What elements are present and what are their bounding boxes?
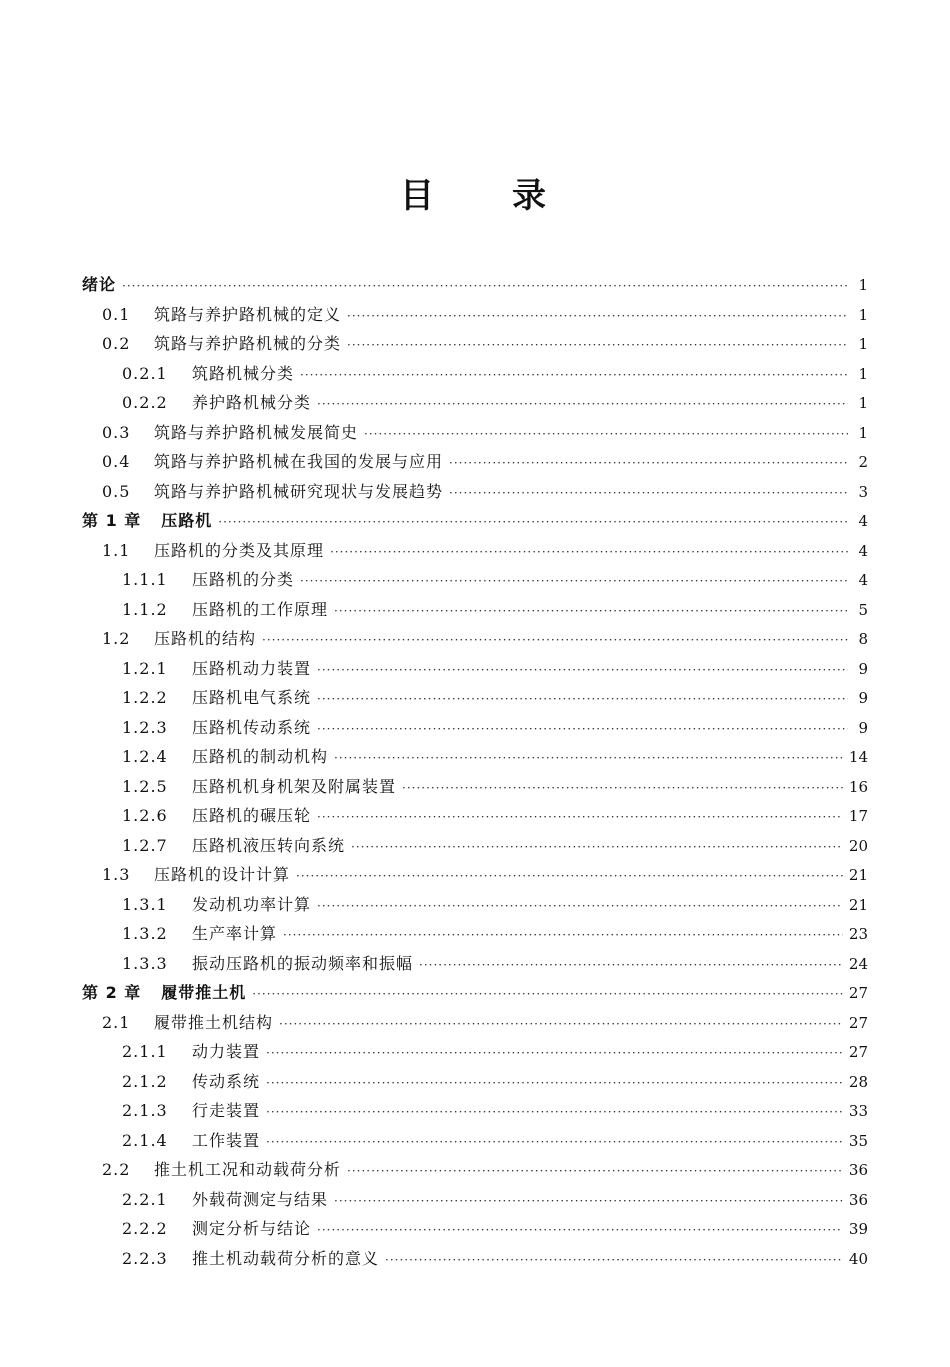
toc-entry-number: 0.5	[102, 481, 131, 501]
toc-entry-page: 2	[858, 453, 868, 471]
toc-entry-title: 压路机液压转向系统	[192, 835, 346, 855]
toc-leader-dots	[317, 900, 843, 912]
toc-entry-page: 1	[858, 276, 868, 294]
toc-entry-page: 33	[848, 1102, 868, 1120]
title-char-1: 目	[400, 176, 434, 216]
toc-entry-number: 0.2	[102, 334, 131, 353]
toc-entry-number: 1.1.2	[122, 599, 168, 619]
toc-leader-dots	[364, 428, 848, 440]
toc-leader-dots	[266, 1077, 843, 1089]
toc-entry-title: 压路机的碾压轮	[192, 806, 312, 825]
toc-entry-number: 第 2 章	[82, 983, 142, 1002]
toc-entry-number: 1.1	[102, 540, 131, 560]
toc-entry-title: 养护路机械分类	[192, 393, 312, 412]
toc-leader-dots	[449, 487, 848, 499]
toc-entry-title: 压路机的工作原理	[192, 599, 329, 619]
toc-leader-dots	[296, 870, 843, 882]
toc-entry-number: 0.4	[102, 452, 131, 471]
toc-entry-number: 1.2	[102, 629, 131, 648]
toc-entry[interactable]	[82, 479, 868, 509]
toc-entry-title: 传动系统	[192, 1071, 261, 1091]
toc-entry-page: 27	[848, 984, 868, 1002]
toc-entry-title: 外载荷测定与结果	[192, 1189, 329, 1209]
toc-entry[interactable]	[82, 626, 868, 656]
toc-entry-page: 4	[858, 512, 868, 530]
toc-entry-page: 28	[848, 1072, 868, 1091]
toc-leader-dots	[385, 1254, 843, 1266]
toc-entry-page: 27	[848, 1013, 868, 1032]
toc-leader-dots	[300, 575, 848, 587]
toc-entry-title: 生产率计算	[192, 924, 278, 943]
toc-entry[interactable]	[82, 803, 868, 833]
toc-entry-number: 1.3	[102, 865, 131, 884]
toc-entry-title: 行走装置	[192, 1101, 261, 1120]
toc-entry[interactable]	[82, 921, 868, 951]
toc-leader-dots	[419, 959, 843, 971]
toc-entry-page: 36	[848, 1161, 868, 1179]
toc-entry-page: 35	[848, 1131, 868, 1150]
toc-entry-number: 1.2.1	[122, 658, 168, 678]
toc-entry[interactable]	[82, 656, 868, 686]
toc-entry-page: 27	[848, 1043, 868, 1061]
toc-entry-title: 压路机的分类	[192, 570, 295, 589]
toc-entry-page: 9	[858, 689, 868, 707]
toc-entry-number: 2.1	[102, 1012, 131, 1032]
toc-entry-title: 筑路与养护路机械发展简史	[154, 422, 359, 442]
toc-entry-number: 1.2.6	[122, 806, 168, 825]
toc-entry-title: 动力装置	[192, 1042, 261, 1061]
toc-entry[interactable]	[82, 744, 868, 774]
toc-leader-dots	[317, 664, 848, 676]
toc-entry-page: 20	[848, 836, 868, 855]
toc-entry[interactable]	[82, 538, 868, 568]
toc-entry-page: 21	[848, 866, 868, 884]
toc-entry-page: 5	[858, 600, 868, 619]
toc-entry-page: 14	[848, 748, 868, 766]
toc-entry-page: 9	[858, 718, 868, 737]
toc-leader-dots	[334, 752, 843, 764]
toc-entry-page: 4	[858, 541, 868, 560]
toc-entry-number: 1.3.1	[122, 894, 168, 914]
toc-leader-dots	[347, 1165, 843, 1177]
toc-entry-title: 履带推土机	[161, 983, 247, 1002]
toc-entry-number: 1.2.7	[122, 835, 168, 855]
toc-entry-number: 1.1.1	[122, 570, 168, 589]
toc-leader-dots	[351, 841, 843, 853]
toc-leader-dots	[262, 634, 848, 646]
toc-entry-number: 1.2.5	[122, 776, 168, 796]
toc-leader-dots	[330, 546, 848, 558]
toc-entry[interactable]	[82, 449, 868, 479]
toc-entry[interactable]	[82, 715, 868, 745]
toc-entry-page: 8	[858, 630, 868, 648]
toc-entry-title: 发动机功率计算	[192, 894, 312, 914]
toc-leader-dots	[334, 605, 848, 617]
toc-entry[interactable]	[82, 1010, 868, 1040]
toc-entry-number: 2.1.3	[122, 1101, 168, 1120]
toc-entry-number: 2.1.4	[122, 1130, 168, 1150]
toc-entry[interactable]	[82, 1069, 868, 1099]
toc-entry[interactable]	[82, 508, 868, 538]
toc-entry-page: 1	[858, 394, 868, 412]
table-of-contents	[82, 272, 868, 1275]
toc-entry-number: 2.1.2	[122, 1071, 168, 1091]
toc-entry-number: 2.1.1	[122, 1042, 168, 1061]
toc-entry-number: 2.2.2	[122, 1219, 168, 1238]
toc-entry-page: 1	[858, 423, 868, 442]
toc-leader-dots	[266, 1047, 843, 1059]
toc-entry[interactable]	[82, 774, 868, 804]
toc-entry[interactable]	[82, 892, 868, 922]
toc-entry[interactable]	[82, 833, 868, 863]
toc-entry[interactable]	[82, 1128, 868, 1158]
toc-entry-page: 24	[848, 954, 868, 973]
toc-entry-number: 2.2	[102, 1160, 131, 1179]
toc-entry-title: 绪论	[82, 275, 117, 294]
toc-entry-title: 压路机的设计计算	[154, 865, 291, 884]
toc-leader-dots	[449, 457, 848, 469]
toc-entry-title: 履带推土机结构	[154, 1012, 274, 1032]
toc-entry-page: 16	[848, 777, 868, 796]
toc-entry-title: 测定分析与结论	[192, 1219, 312, 1238]
toc-leader-dots	[347, 339, 848, 351]
toc-entry-number: 1.2.4	[122, 747, 168, 766]
toc-entry[interactable]	[82, 302, 868, 332]
toc-leader-dots	[402, 782, 843, 794]
toc-entry[interactable]	[82, 1098, 868, 1128]
toc-leader-dots	[266, 1106, 843, 1118]
toc-entry[interactable]	[82, 390, 868, 420]
toc-leader-dots	[317, 811, 843, 823]
toc-entry-page: 3	[858, 482, 868, 501]
toc-leader-dots	[317, 1224, 843, 1236]
toc-entry-number: 0.1	[102, 304, 131, 324]
toc-entry[interactable]	[82, 1187, 868, 1217]
toc-entry[interactable]	[82, 951, 868, 981]
toc-entry-page: 36	[848, 1190, 868, 1209]
toc-entry-title: 压路机的分类及其原理	[154, 540, 325, 560]
toc-entry-page: 1	[858, 305, 868, 324]
toc-leader-dots	[266, 1136, 843, 1148]
toc-entry-title: 筑路与养护路机械研究现状与发展趋势	[154, 481, 444, 501]
toc-entry-page: 39	[848, 1220, 868, 1238]
toc-entry[interactable]	[82, 331, 868, 361]
toc-leader-dots	[252, 988, 843, 1000]
toc-leader-dots	[317, 693, 848, 705]
toc-entry[interactable]	[82, 685, 868, 715]
toc-entry-number: 0.3	[102, 422, 131, 442]
toc-entry-number: 1.3.3	[122, 953, 168, 973]
toc-leader-dots	[347, 310, 848, 322]
toc-entry[interactable]	[82, 1039, 868, 1069]
toc-entry-page: 4	[858, 571, 868, 589]
toc-entry-number: 1.3.2	[122, 924, 168, 943]
toc-entry[interactable]	[82, 597, 868, 627]
toc-entry-page: 21	[848, 895, 868, 914]
toc-entry-title: 振动压路机的振动频率和振幅	[192, 953, 414, 973]
toc-entry-number: 1.2.2	[122, 688, 168, 707]
toc-entry[interactable]	[82, 1216, 868, 1246]
toc-entry-page: 9	[858, 659, 868, 678]
toc-entry[interactable]	[82, 567, 868, 597]
toc-leader-dots	[122, 280, 848, 292]
toc-entry-title: 筑路机械分类	[192, 363, 295, 383]
toc-entry-page: 40	[848, 1249, 868, 1268]
toc-entry[interactable]	[82, 1246, 868, 1276]
toc-leader-dots	[300, 369, 848, 381]
toc-entry-title: 压路机机身机架及附属装置	[192, 776, 397, 796]
toc-leader-dots	[218, 516, 848, 528]
toc-entry[interactable]	[82, 1157, 868, 1187]
toc-entry-number: 0.2.2	[122, 393, 168, 412]
toc-entry-page: 1	[858, 364, 868, 383]
title-char-2: 录	[512, 176, 546, 216]
toc-entry-title: 压路机传动系统	[192, 717, 312, 737]
toc-entry[interactable]	[82, 862, 868, 892]
toc-entry-page: 23	[848, 925, 868, 943]
toc-entry-title: 压路机动力装置	[192, 658, 312, 678]
toc-entry-page: 17	[848, 807, 868, 825]
toc-entry-title: 筑路与养护路机械的分类	[154, 334, 342, 353]
toc-leader-dots	[283, 929, 843, 941]
toc-entry-page: 1	[858, 335, 868, 353]
toc-entry-number: 1.2.3	[122, 717, 168, 737]
toc-leader-dots	[279, 1018, 843, 1030]
toc-entry-title: 筑路与养护路机械的定义	[154, 304, 342, 324]
toc-entry-number: 2.2.1	[122, 1189, 168, 1209]
toc-entry-title: 推土机动载荷分析的意义	[192, 1248, 380, 1268]
toc-leader-dots	[317, 723, 848, 735]
toc-entry-number: 2.2.3	[122, 1248, 168, 1268]
toc-leader-dots	[334, 1195, 843, 1207]
toc-entry-title: 压路机	[161, 511, 213, 530]
toc-entry-title: 筑路与养护路机械在我国的发展与应用	[154, 452, 444, 471]
toc-entry[interactable]	[82, 980, 868, 1010]
toc-entry[interactable]	[82, 272, 868, 302]
toc-leader-dots	[317, 398, 848, 410]
toc-entry[interactable]	[82, 420, 868, 450]
toc-entry-title: 压路机的制动机构	[192, 747, 329, 766]
toc-entry-title: 压路机电气系统	[192, 688, 312, 707]
toc-entry-title: 压路机的结构	[154, 629, 257, 648]
toc-entry-title: 工作装置	[192, 1130, 261, 1150]
toc-entry-number: 第 1 章	[82, 511, 142, 530]
toc-entry-title: 推土机工况和动载荷分析	[154, 1160, 342, 1179]
toc-entry-number: 0.2.1	[122, 363, 168, 383]
toc-entry[interactable]	[82, 361, 868, 391]
